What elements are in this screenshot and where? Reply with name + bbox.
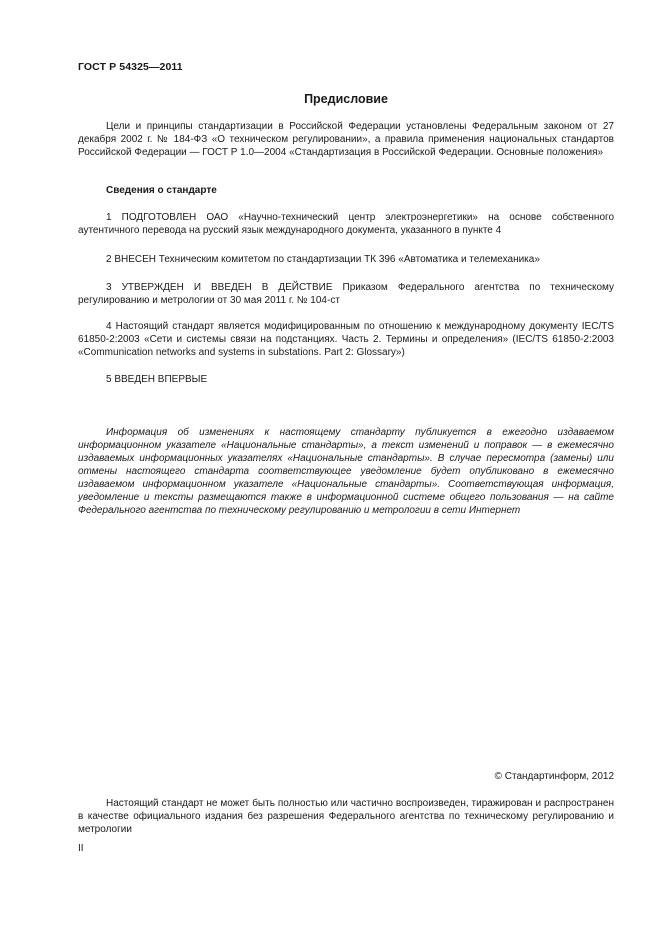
page-number: II <box>78 843 84 854</box>
copyright-notice: © Стандартинформ, 2012 <box>494 771 614 782</box>
intro-paragraph: Цели и принципы стандартизации в Российской Федерации установлены Федеральным законом от 27 декабря 2002 г. № 184-ФЗ «О техническом регулировании», а правила применения национальных стандартов Российской Федерации — ГОСТ Р 1.0—2004 «Стандартизация в Российской Федерации. Основные положения» <box>78 121 614 158</box>
item-5-paragraph: 5 ВВЕДЕН ВПЕРВЫЕ <box>106 374 208 385</box>
document-code: ГОСТ Р 54325—2011 <box>78 61 183 73</box>
item-4-paragraph: 4 Настоящий стандарт является модифицированным по отношению к международному документу IEC/TS 61850-2:2003 «Сети и системы связи на подстанциях. Часть 2. Термины и определения» (IEC/TS 61850-2:2003 «Communication networks and systems in substations. Part 2: Glossary») <box>78 321 614 358</box>
page-title: Предисловие <box>304 92 388 106</box>
item-1-paragraph: 1 ПОДГОТОВЛЕН ОАО «Научно-технический центр электроэнергетики» на основе собственного аутентичного перевода на русский язык международного документа, указанного в пункте 4 <box>78 212 614 236</box>
reproduction-notice-paragraph: Настоящий стандарт не может быть полностью или частично воспроизведен, тиражирован и распространен в качестве официального издания без разрешения Федерального агентства по техническому регулированию и метрологии <box>78 798 614 835</box>
item-3-paragraph: 3 УТВЕРЖДЕН И ВВЕДЕН В ДЕЙСТВИЕ Приказом Федерального агентства по техническому регулированию и метрологии от 30 мая 2011 г. № 104-ст <box>78 282 614 306</box>
section-subheading: Сведения о стандарте <box>106 185 217 196</box>
info-notice-paragraph: Информация об изменениях к настоящему стандарту публикуется в ежегодно издаваемом информационном указателе «Национальные стандарты», а текст изменений и поправок — в ежемесячно издаваемых информационных указателях «Национальные стандарты». В случае пересмотра (замены) или отмены настоящего стандарта соответствующее уведомление будет опубликовано в ежемесячно издаваемом информационном указателе «Национальные стандарты». Соответствующая информация, уведомление и тексты размещаются также в информационной системе общего пользования — на сайте Федерального агентства по техническому регулированию и метрологии в сети Интернет <box>78 427 614 516</box>
item-2-paragraph: 2 ВНЕСЕН Техническим комитетом по стандартизации ТК 396 «Автоматика и телемеханика» <box>106 254 540 265</box>
